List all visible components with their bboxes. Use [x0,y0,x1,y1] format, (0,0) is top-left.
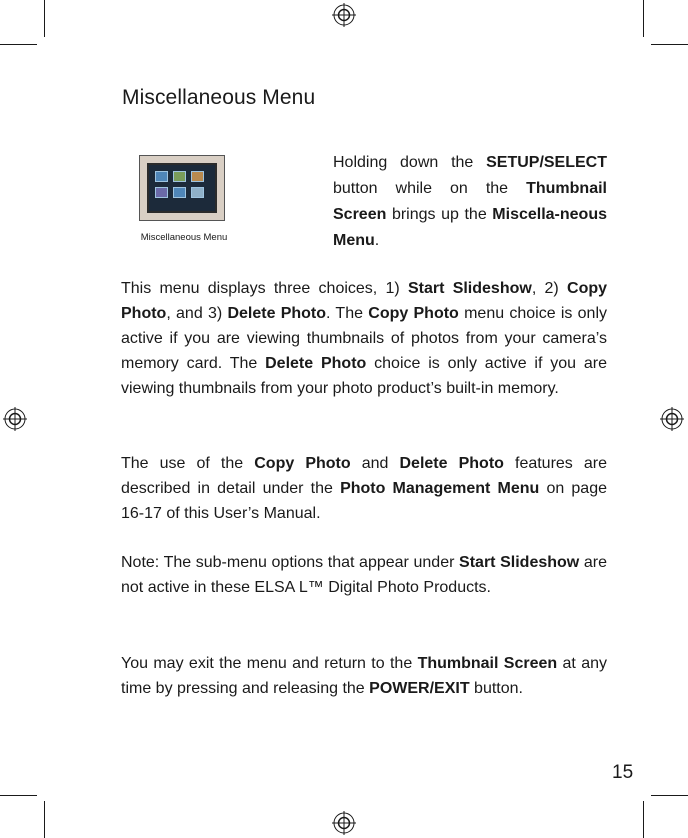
page-number: 15 [612,762,634,783]
crop-mark [643,801,644,838]
thumbnail-tile [155,171,168,182]
thumbnail-tile [173,171,186,182]
page-title: Miscellaneous Menu [122,86,316,109]
photo-frame-screen-icon [139,155,225,221]
crop-mark [0,44,37,45]
frame-display [147,163,217,213]
thumbnail-tile [191,187,204,198]
thumbnail-tile [155,187,168,198]
registration-mark-icon [3,407,27,431]
menu-choices-paragraph: This menu displays three choices, 1) Start Slideshow, 2) Copy Photo, and 3) Delete Photo. The Copy Photo menu choice is only active if you are viewing thumbnails of photos from your camera’s memory card. The Delete Photo choice is only active if you are viewing thumbnails from your photo product’s built-in memory. [121,280,608,397]
note-paragraph: Note: The sub-menu options that appear under Start Slideshow are not active in these ELSA L™ Digital Photo Products. [121,554,607,596]
crop-mark [44,801,45,838]
thumbnail-tile [191,171,204,182]
registration-mark-icon [660,407,684,431]
features-paragraph: The use of the Copy Photo and Delete Photo features are described in detail under the Photo Management Menu on page 16-17 of this User’s Manual. [121,455,608,522]
registration-mark-icon [332,811,356,835]
crop-mark [651,44,688,45]
menu-screenshot-figure [139,155,225,221]
exit-paragraph: You may exit the menu and return to the Thumbnail Screen at any time by pressing and releasing the POWER/EXIT button. [121,655,607,697]
crop-mark [651,795,688,796]
thumbnail-tile [173,187,186,198]
crop-mark [0,795,37,796]
intro-paragraph: Holding down the SETUP/SELECT button while on the Thumbnail Screen brings up the Miscella-neous Menu. [333,154,607,249]
crop-mark [643,0,644,37]
registration-mark-icon [332,3,356,27]
crop-mark [44,0,45,37]
figure-caption: Miscellaneous Menu [140,232,228,243]
